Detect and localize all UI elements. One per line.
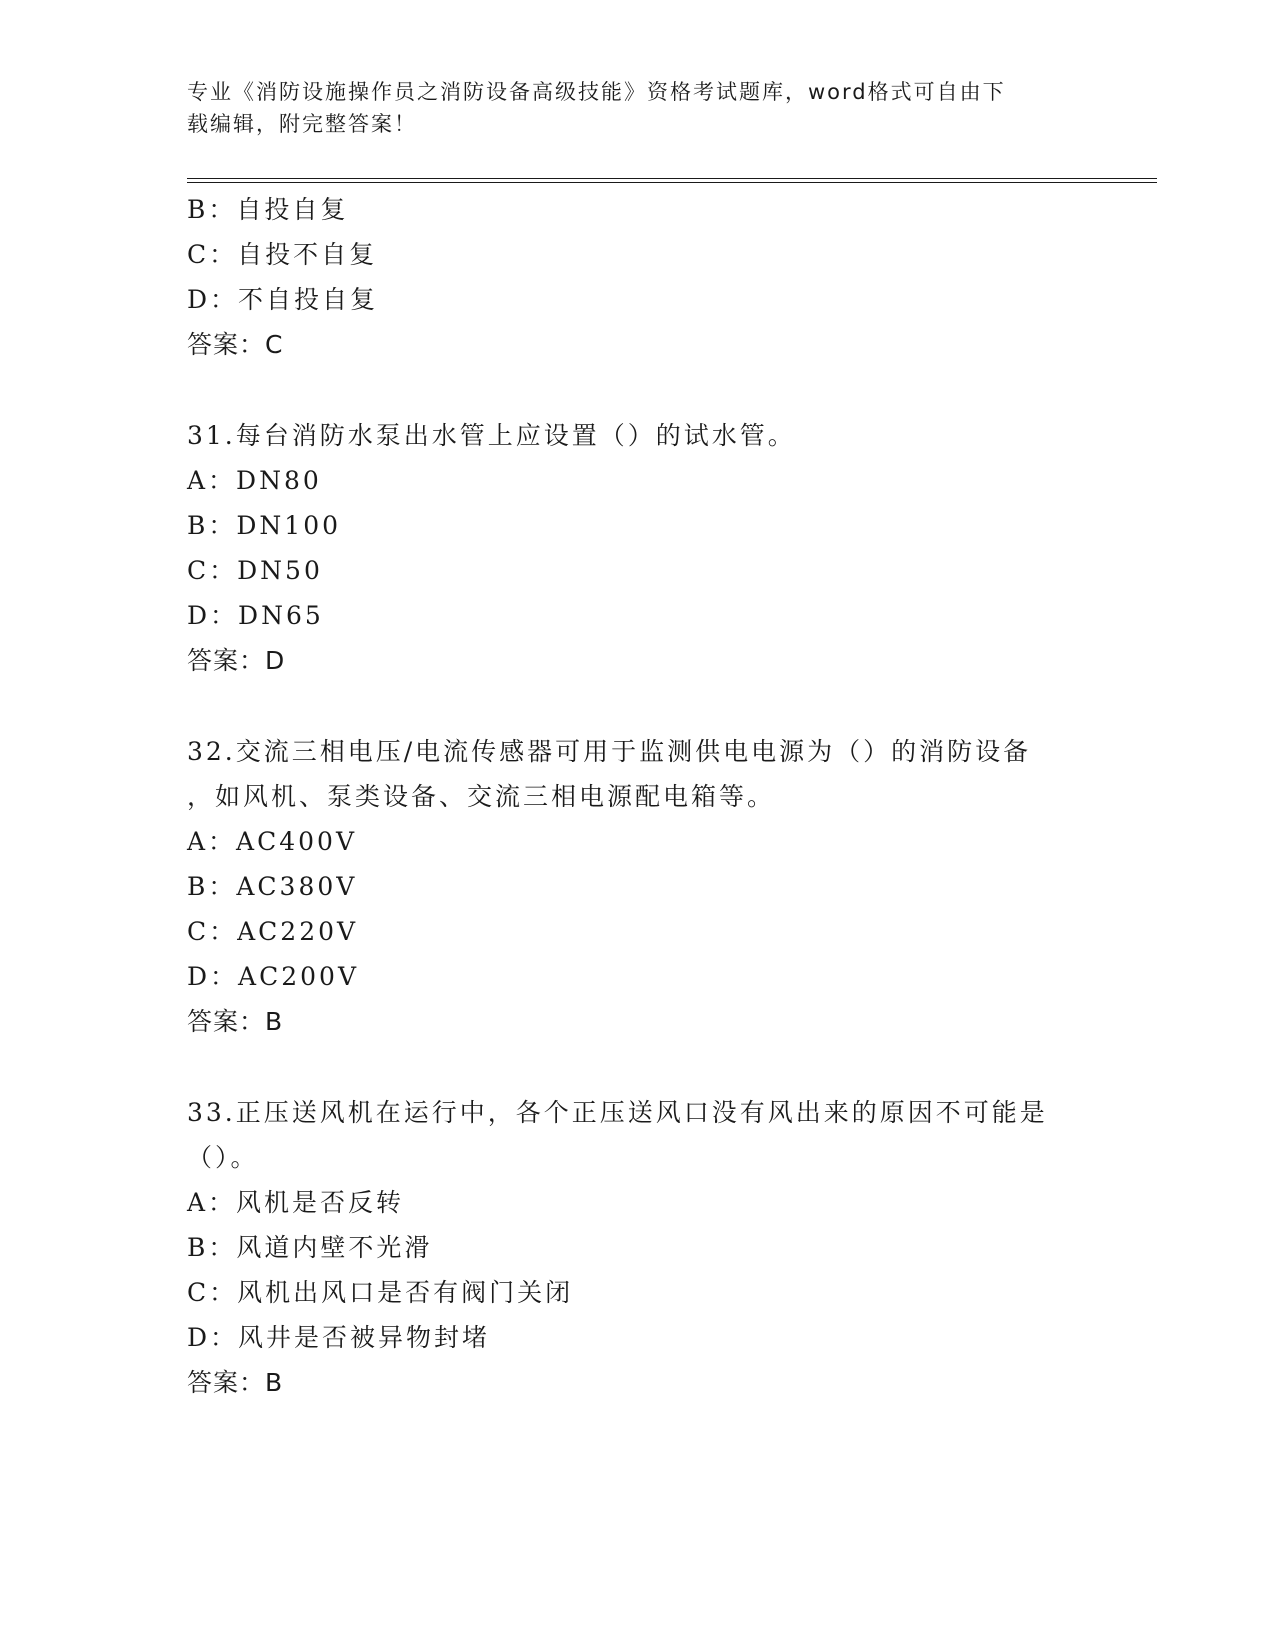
q33-answer: 答案：B xyxy=(187,1368,284,1397)
q33-option-b: B：风道内壁不光滑 xyxy=(187,1233,433,1262)
q32-option-a: A：AC400V xyxy=(187,827,358,856)
prev-answer: 答案：C xyxy=(187,330,284,359)
q31-stem: 31.每台消防水泵出水管上应设置（）的试水管。 xyxy=(187,421,796,450)
q32-option-c: C：AC220V xyxy=(187,917,359,946)
header-divider-top xyxy=(187,178,1157,179)
q31-option-c: C：DN50 xyxy=(187,556,323,585)
header-line-2: 载编辑，附完整答案！ xyxy=(187,112,417,136)
q33-stem-line-2: （）。 xyxy=(187,1143,259,1172)
q32-answer: 答案：B xyxy=(187,1007,284,1036)
q32-stem-line-1: 32.交流三相电压/电流传感器可用于监测供电电源为（）的消防设备 xyxy=(187,737,1032,766)
q32-option-b: B：AC380V xyxy=(187,872,358,901)
q33-option-a: A：风机是否反转 xyxy=(187,1188,405,1217)
prev-option-b: B：自投自复 xyxy=(187,195,349,224)
q31-option-b: B：DN100 xyxy=(187,511,342,540)
q31-answer: 答案：D xyxy=(187,646,286,675)
header-divider-bottom xyxy=(187,182,1157,183)
q32-stem-line-2: ，如风机、泵类设备、交流三相电源配电箱等。 xyxy=(187,782,776,811)
q31-option-a: A：DN80 xyxy=(187,466,322,495)
header-line-1: 专业《消防设施操作员之消防设备高级技能》资格考试题库，word格式可自由下 xyxy=(187,80,1006,104)
q32-option-d: D：AC200V xyxy=(187,962,359,991)
q33-stem-line-1: 33.正压送风机在运行中，各个正压送风口没有风出来的原因不可能是 xyxy=(187,1098,1048,1127)
document-header xyxy=(187,76,1087,140)
q31-option-d: D：DN65 xyxy=(187,601,324,630)
q33-option-d: D：风井是否被异物封堵 xyxy=(187,1323,491,1352)
prev-option-d: D：不自投自复 xyxy=(187,285,379,314)
q33-option-c: C：风机出风口是否有阀门关闭 xyxy=(187,1278,574,1307)
prev-option-c: C：自投不自复 xyxy=(187,240,378,269)
